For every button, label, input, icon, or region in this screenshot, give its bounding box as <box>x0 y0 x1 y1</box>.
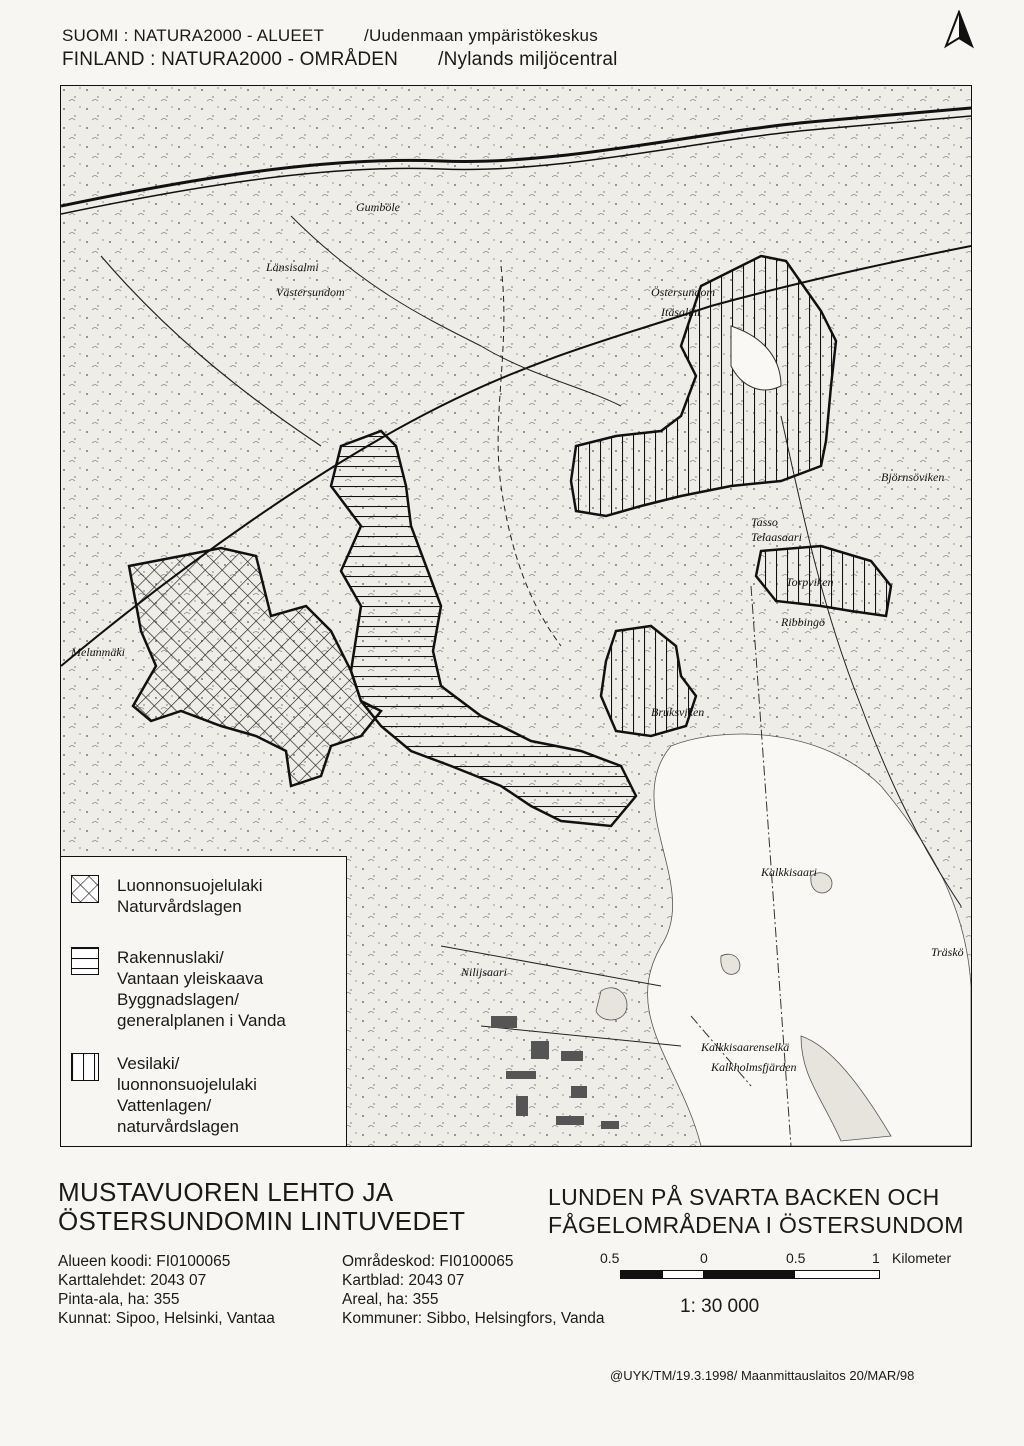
title-line: LUNDEN PÅ SVARTA BACKEN OCH <box>548 1184 940 1210</box>
site-info-fi <box>58 1252 275 1328</box>
site-area: Areal, ha: 355 <box>342 1291 439 1308</box>
place-label: Kalkkisaari <box>761 865 817 879</box>
scale-tick-label: 1 <box>872 1250 880 1266</box>
header-title-sv: FINLAND : NATURA2000 - OMRÅDEN <box>62 49 399 70</box>
legend-label: Naturvårdslagen <box>117 897 242 916</box>
header-agency-sv: /Nylands miljöcentral <box>438 49 618 70</box>
scale-ratio: 1: 30 000 <box>680 1296 760 1317</box>
place-label: Bruksviken <box>651 705 705 719</box>
scale-segment <box>662 1270 704 1279</box>
place-label: Nilijsaari <box>461 965 508 979</box>
map-title-sv <box>548 1183 964 1239</box>
place-label: Gumböle <box>356 200 400 214</box>
horizontal-hatch-icon <box>71 947 99 975</box>
copyright-credit: @UYK/TM/19.3.1998/ Maanmittauslaitos 20/MAR/98 <box>610 1368 915 1383</box>
scale-segment <box>794 1270 880 1279</box>
map-frame[interactable] <box>60 85 972 1147</box>
map-sheets: Karttalehdet: 2043 07 <box>58 1272 207 1289</box>
place-label: Kalkholmsfjärden <box>711 1060 797 1074</box>
place-label: Tasso <box>751 515 778 529</box>
header-title-fi: SUOMI : NATURA2000 - ALUEET <box>62 26 325 45</box>
place-label: Kalkkisaarenselkä <box>701 1040 790 1054</box>
place-label: Västersundom <box>276 285 345 299</box>
title-line: FÅGELOMRÅDENA I ÖSTERSUNDOM <box>548 1212 964 1238</box>
legend-label: Vesilaki/ <box>117 1054 180 1073</box>
site-code: Alueen koodi: FI0100065 <box>58 1253 231 1270</box>
header-agency-fi: /Uudenmaan ympäristökeskus <box>364 26 598 45</box>
legend-label: Luonnonsuojelulaki <box>117 876 263 895</box>
site-area: Pinta-ala, ha: 355 <box>58 1291 180 1308</box>
legend-label: luonnonsuojelulaki <box>117 1075 257 1094</box>
north-arrow-icon <box>942 10 976 50</box>
header-line-1 <box>62 26 598 46</box>
place-label: Ribbingö <box>781 615 825 629</box>
place-label: Itäsalmi <box>661 305 701 319</box>
vertical-hatch-icon <box>71 1053 99 1081</box>
map-sheets: Kartblad: 2043 07 <box>342 1272 465 1289</box>
place-label: Melunmäki <box>71 645 125 659</box>
header-line-2 <box>62 49 618 71</box>
site-info-sv <box>342 1252 605 1328</box>
municipalities: Kunnat: Sipoo, Helsinki, Vantaa <box>58 1310 275 1327</box>
title-line: ÖSTERSUNDOMIN LINTUVEDET <box>58 1206 466 1236</box>
scale-tick-label: 0 <box>700 1250 708 1266</box>
place-label: Torpviken <box>786 575 834 589</box>
legend-label: Vattenlagen/ <box>117 1096 212 1115</box>
scale-tick-label: 0.5 <box>600 1250 620 1266</box>
map-title-fi <box>58 1178 465 1236</box>
scale-unit: Kilometer <box>892 1250 952 1266</box>
scale-tick-label: 0.5 <box>786 1250 806 1266</box>
legend-label: generalplanen i Vanda <box>117 1011 286 1030</box>
site-code: Områdeskod: FI0100065 <box>342 1253 514 1270</box>
scale-bar <box>600 1250 980 1340</box>
legend-label: Rakennuslaki/ <box>117 948 224 967</box>
place-label: Länsisalmi <box>266 260 319 274</box>
place-label: Telaasaari <box>751 530 802 544</box>
municipalities: Kommuner: Sibbo, Helsingfors, Vanda <box>342 1310 605 1327</box>
crosshatch-icon <box>71 875 99 903</box>
island <box>596 988 627 1020</box>
legend-label: Vantaan yleiskaava <box>117 969 264 988</box>
title-line: MUSTAVUOREN LEHTO JA <box>58 1177 394 1207</box>
place-label: Björnsöviken <box>881 470 945 484</box>
legend-label: naturvårdslagen <box>117 1117 239 1136</box>
legend-panel <box>61 856 347 1147</box>
place-label: Träskö <box>931 945 964 959</box>
scale-segment <box>620 1270 662 1279</box>
legend-label: Byggnadslagen/ <box>117 990 239 1009</box>
scale-segment <box>704 1270 794 1279</box>
place-label: Östersundom <box>651 285 716 299</box>
